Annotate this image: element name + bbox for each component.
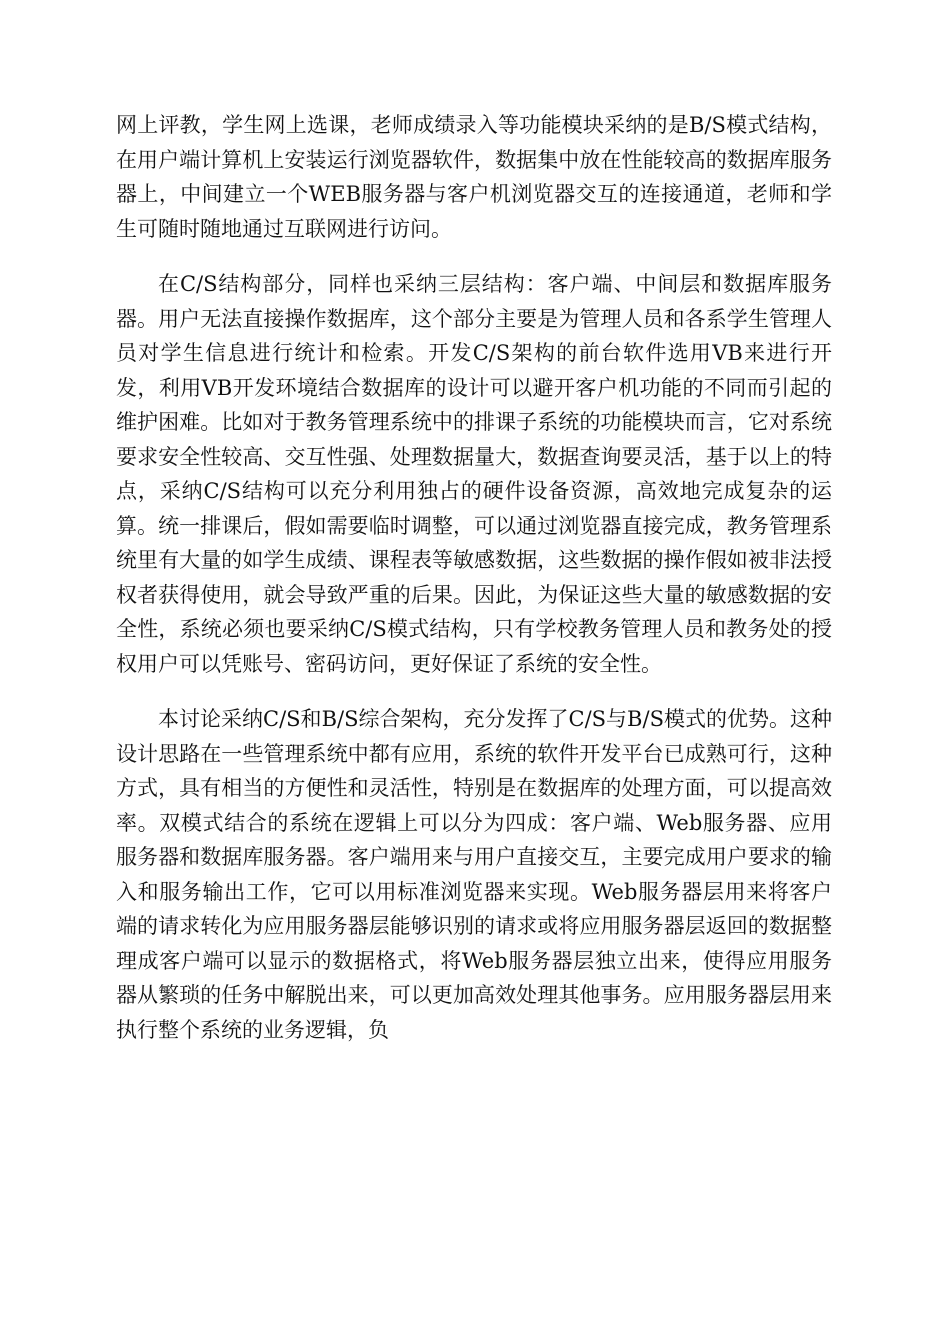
paragraph-cs-structure: 在C/S结构部分，同样也采纳三层结构：客户端、中间层和数据库服务器。用户无法直接操作数据库，这个部分主要是为管理人员和各系学生管理人员对学生信息进行统计和检索。开发C/S架构的前台软件选用VB来进行开发，利用VB开发环境结合数据库的设计可以避开客户机功能的不同而引起的维护困难。比如对于教务管理系统中的排课子系统的功能模块而言，它对系统要求安全性较高、交互性强、处理数据量大，数据查询要灵活，基于以上的特点，采纳C/S结构可以充分利用独占的硬件设备资源，高效地完成复杂的运算。统一排课后，假如需要临时调整，可以通过浏览器直接完成，教务管理系统里有大量的如学生成绩、课程表等敏感数据，这些数据的操作假如被非法授权者获得使用，就会导致严重的后果。因此，为保证这些大量的敏感数据的安全性，系统必须也要采纳C/S模式结构，只有学校教务管理人员和教务处的授权用户可以凭账号、密码访问，更好保证了系统的安全性。 xyxy=(116,272,832,676)
document-body xyxy=(116,108,832,1047)
paragraph-hybrid-architecture: 本讨论采纳C/S和B/S综合架构，充分发挥了C/S与B/S模式的优势。这种设计思路在一些管理系统中都有应用，系统的软件开发平台已成熟可行，这种方式，具有相当的方便性和灵活性，特别是在数据库的处理方面，可以提高效率。双模式结合的系统在逻辑上可以分为四成：客户端、Web服务器、应用服务器和数据库服务器。客户端用来与用户直接交互，主要完成用户要求的输入和服务输出工作，它可以用标准浏览器来实现。Web服务器层用来将客户端的请求转化为应用服务器层能够识别的请求或将应用服务器层返回的数据整理成客户端可以显示的数据格式，将Web服务器层独立出来，使得应用服务器从繁琐的任务中解脱出来，可以更加高效处理其他事务。应用服务器层用来执行整个系统的业务逻辑，负 xyxy=(116,707,832,1042)
paragraph-continuation: 网上评教，学生网上选课，老师成绩录入等功能模块采纳的是B/S模式结构，在用户端计算机上安装运行浏览器软件，数据集中放在性能较高的数据库服务器上，中间建立一个WEB服务器与客户机浏览器交互的连接通道，老师和学生可随时随地通过互联网进行访问。 xyxy=(116,113,832,241)
